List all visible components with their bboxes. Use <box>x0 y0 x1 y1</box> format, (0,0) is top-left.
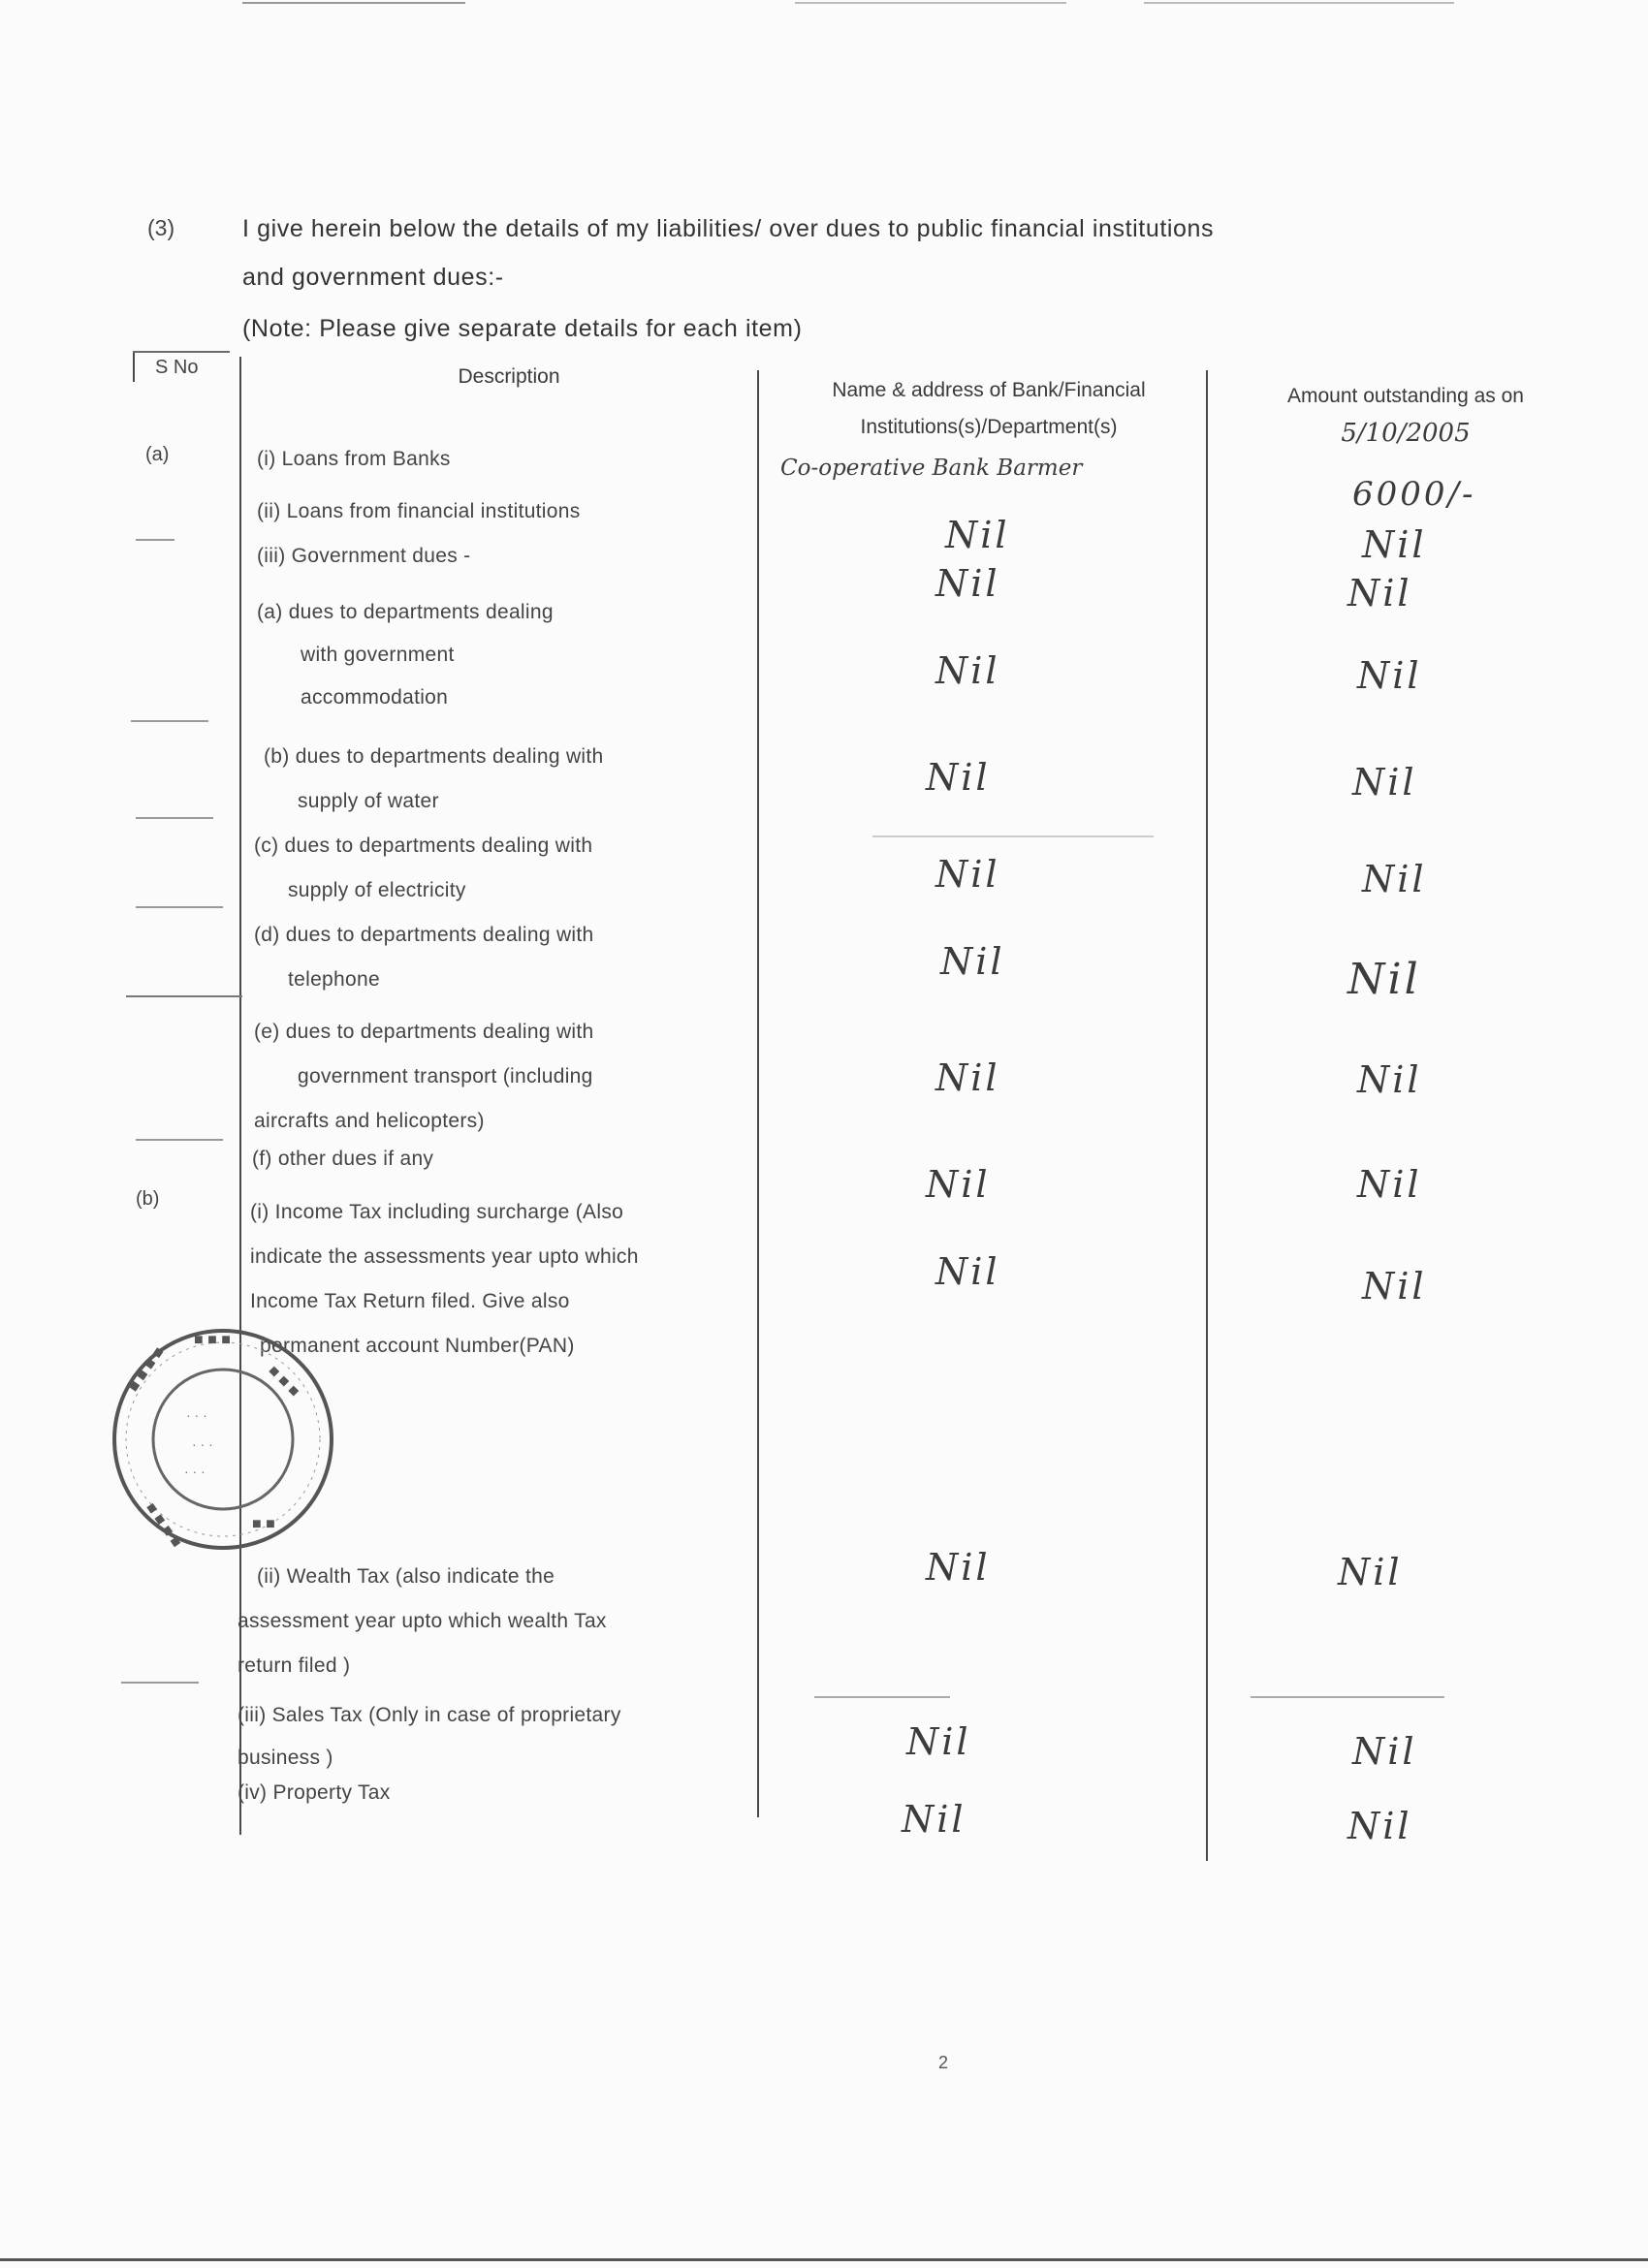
row-10-bank-b: Nil <box>935 1250 1000 1293</box>
row-8-description <box>254 1010 594 1144</box>
table-left-border <box>133 351 135 382</box>
row-3-description <box>257 545 470 568</box>
svg-text:■ ■ ■: ■ ■ ■ <box>194 1332 231 1348</box>
row-1-amount: 6000/- <box>1352 475 1476 514</box>
desc-line: (iii) Sales Tax (Only in case of proprietary <box>238 1704 621 1726</box>
svg-text:■ ■ ■ ■: ■ ■ ■ ■ <box>125 1343 169 1396</box>
row-2-bank: Nil <box>945 514 1010 556</box>
row-12-amount: Nil <box>1352 1730 1417 1773</box>
desc-line: return filed ) <box>238 1654 351 1677</box>
row-2-description <box>257 500 581 523</box>
table-top-border <box>133 351 230 353</box>
row-1-description <box>257 448 451 471</box>
margin-dash <box>136 817 213 819</box>
margin-dash <box>131 720 208 722</box>
row-5-bank: Nil <box>926 756 991 799</box>
intro-line-2: and government dues:- <box>242 264 504 291</box>
desc-line: (iv) Property Tax <box>238 1781 391 1804</box>
row-7-amount: Nil <box>1347 955 1421 1004</box>
desc-line: accommodation <box>301 686 449 709</box>
group-label-b: (b) <box>136 1188 160 1210</box>
row-13-description <box>238 1781 391 1805</box>
desc-line: (b) dues to departments dealing with <box>264 745 604 768</box>
svg-text:· · ·: · · · <box>192 1436 213 1452</box>
scan-edge-line <box>795 2 1066 4</box>
section-divider <box>1251 1696 1444 1698</box>
col-header-amount <box>1231 378 1580 454</box>
svg-text:· · ·: · · · <box>186 1407 207 1423</box>
row-11-amount: Nil <box>1338 1551 1403 1593</box>
row-11-bank: Nil <box>926 1546 991 1589</box>
margin-dash <box>126 995 242 997</box>
row-10-amount-a: Nil <box>1357 1163 1422 1206</box>
note-line: (Note: Please give separate details for each item) <box>242 315 803 342</box>
row-6-amount: Nil <box>1362 858 1427 900</box>
amount-header-date: 5/10/2005 <box>1341 419 1471 448</box>
desc-line: permanent account Number(PAN) <box>260 1335 575 1357</box>
desc-line: (iii) Government dues - <box>257 545 471 567</box>
section-divider <box>872 835 1154 837</box>
desc-line: (i) Loans from Banks <box>257 448 451 470</box>
desc-line: telephone <box>288 968 380 991</box>
row-4-amount: Nil <box>1357 654 1422 697</box>
row-12-bank: Nil <box>906 1720 971 1763</box>
desc-line: (ii) Wealth Tax (also indicate the <box>257 1565 555 1588</box>
margin-dash <box>136 906 223 908</box>
margin-dash <box>121 1682 199 1684</box>
row-3-amount: Nil <box>1347 572 1412 614</box>
row-8-bank: Nil <box>935 1056 1000 1099</box>
row-8-amount: Nil <box>1357 1058 1422 1101</box>
office-seal-stamp <box>78 1304 368 1575</box>
row-10-amount-b: Nil <box>1362 1265 1427 1307</box>
desc-line: with government <box>301 644 455 666</box>
col-header-bank: Name & address of Bank/Financial Institutions(s)/Department(s) <box>832 379 1146 438</box>
desc-line: (f) other dues if any <box>252 1148 434 1170</box>
row-13-amount: Nil <box>1347 1805 1412 1847</box>
desc-line: Income Tax Return filed. Give also <box>250 1290 570 1312</box>
row-7-bank: Nil <box>940 940 1005 983</box>
desc-line: supply of electricity <box>288 879 466 901</box>
column-divider-3 <box>1206 370 1208 1861</box>
row-5-amount: Nil <box>1352 761 1417 803</box>
intro-line-1: I give herein below the details of my liabilities/ over dues to public financial institutions <box>242 215 1215 242</box>
section-divider <box>814 1696 950 1698</box>
svg-text:■ ■ ■ ■: ■ ■ ■ ■ <box>142 1499 185 1551</box>
desc-line: assessment year upto which wealth Tax <box>238 1610 607 1632</box>
row-12-description <box>238 1694 621 1780</box>
row-1-bank: Co-operative Bank Barmer <box>780 456 1083 481</box>
col-header-sno: S No <box>155 357 199 378</box>
group-label-a: (a) <box>145 444 170 465</box>
row-10-bank-a: Nil <box>926 1163 991 1206</box>
row-6-description <box>254 824 592 913</box>
row-5-description <box>264 735 604 824</box>
desc-line: (ii) Loans from financial institutions <box>257 500 581 522</box>
desc-line: indicate the assessments year upto which <box>250 1245 639 1268</box>
row-6-bank: Nil <box>935 853 1000 896</box>
desc-line: (i) Income Tax including surcharge (Also <box>250 1201 624 1223</box>
margin-dash <box>136 539 174 541</box>
desc-line: government transport (including <box>298 1065 593 1087</box>
desc-line: aircrafts and helicopters) <box>254 1110 485 1132</box>
row-4-description <box>257 591 554 719</box>
svg-text:· · ·: · · · <box>184 1464 206 1479</box>
amount-header-prefix: Amount outstanding as on <box>1286 385 1524 407</box>
scan-bottom-edge <box>0 2258 1648 2261</box>
svg-text:■ ■: ■ ■ <box>252 1516 275 1532</box>
desc-line: (c) dues to departments dealing with <box>254 835 593 857</box>
page-number: 2 <box>938 2053 949 2072</box>
row-4-bank: Nil <box>935 649 1000 692</box>
row-13-bank: Nil <box>902 1798 967 1841</box>
svg-text:■ ■ ■: ■ ■ ■ <box>265 1362 302 1401</box>
column-divider-2 <box>757 370 759 1817</box>
margin-dash <box>136 1139 223 1141</box>
scan-edge-line <box>242 2 465 4</box>
desc-line: supply of water <box>298 790 439 812</box>
scan-edge-line <box>1144 2 1454 4</box>
section-number: (3) <box>147 215 175 240</box>
col-header-description: Description <box>458 365 560 388</box>
desc-line: (d) dues to departments dealing with <box>254 924 594 946</box>
row-7-description <box>254 913 594 1002</box>
row-9-description <box>252 1148 433 1171</box>
row-2-amount: Nil <box>1362 523 1427 566</box>
desc-line: business ) <box>238 1747 333 1769</box>
desc-line: (e) dues to departments dealing with <box>254 1021 594 1043</box>
row-3-bank: Nil <box>935 562 1000 605</box>
desc-line: (a) dues to departments dealing <box>257 601 554 623</box>
